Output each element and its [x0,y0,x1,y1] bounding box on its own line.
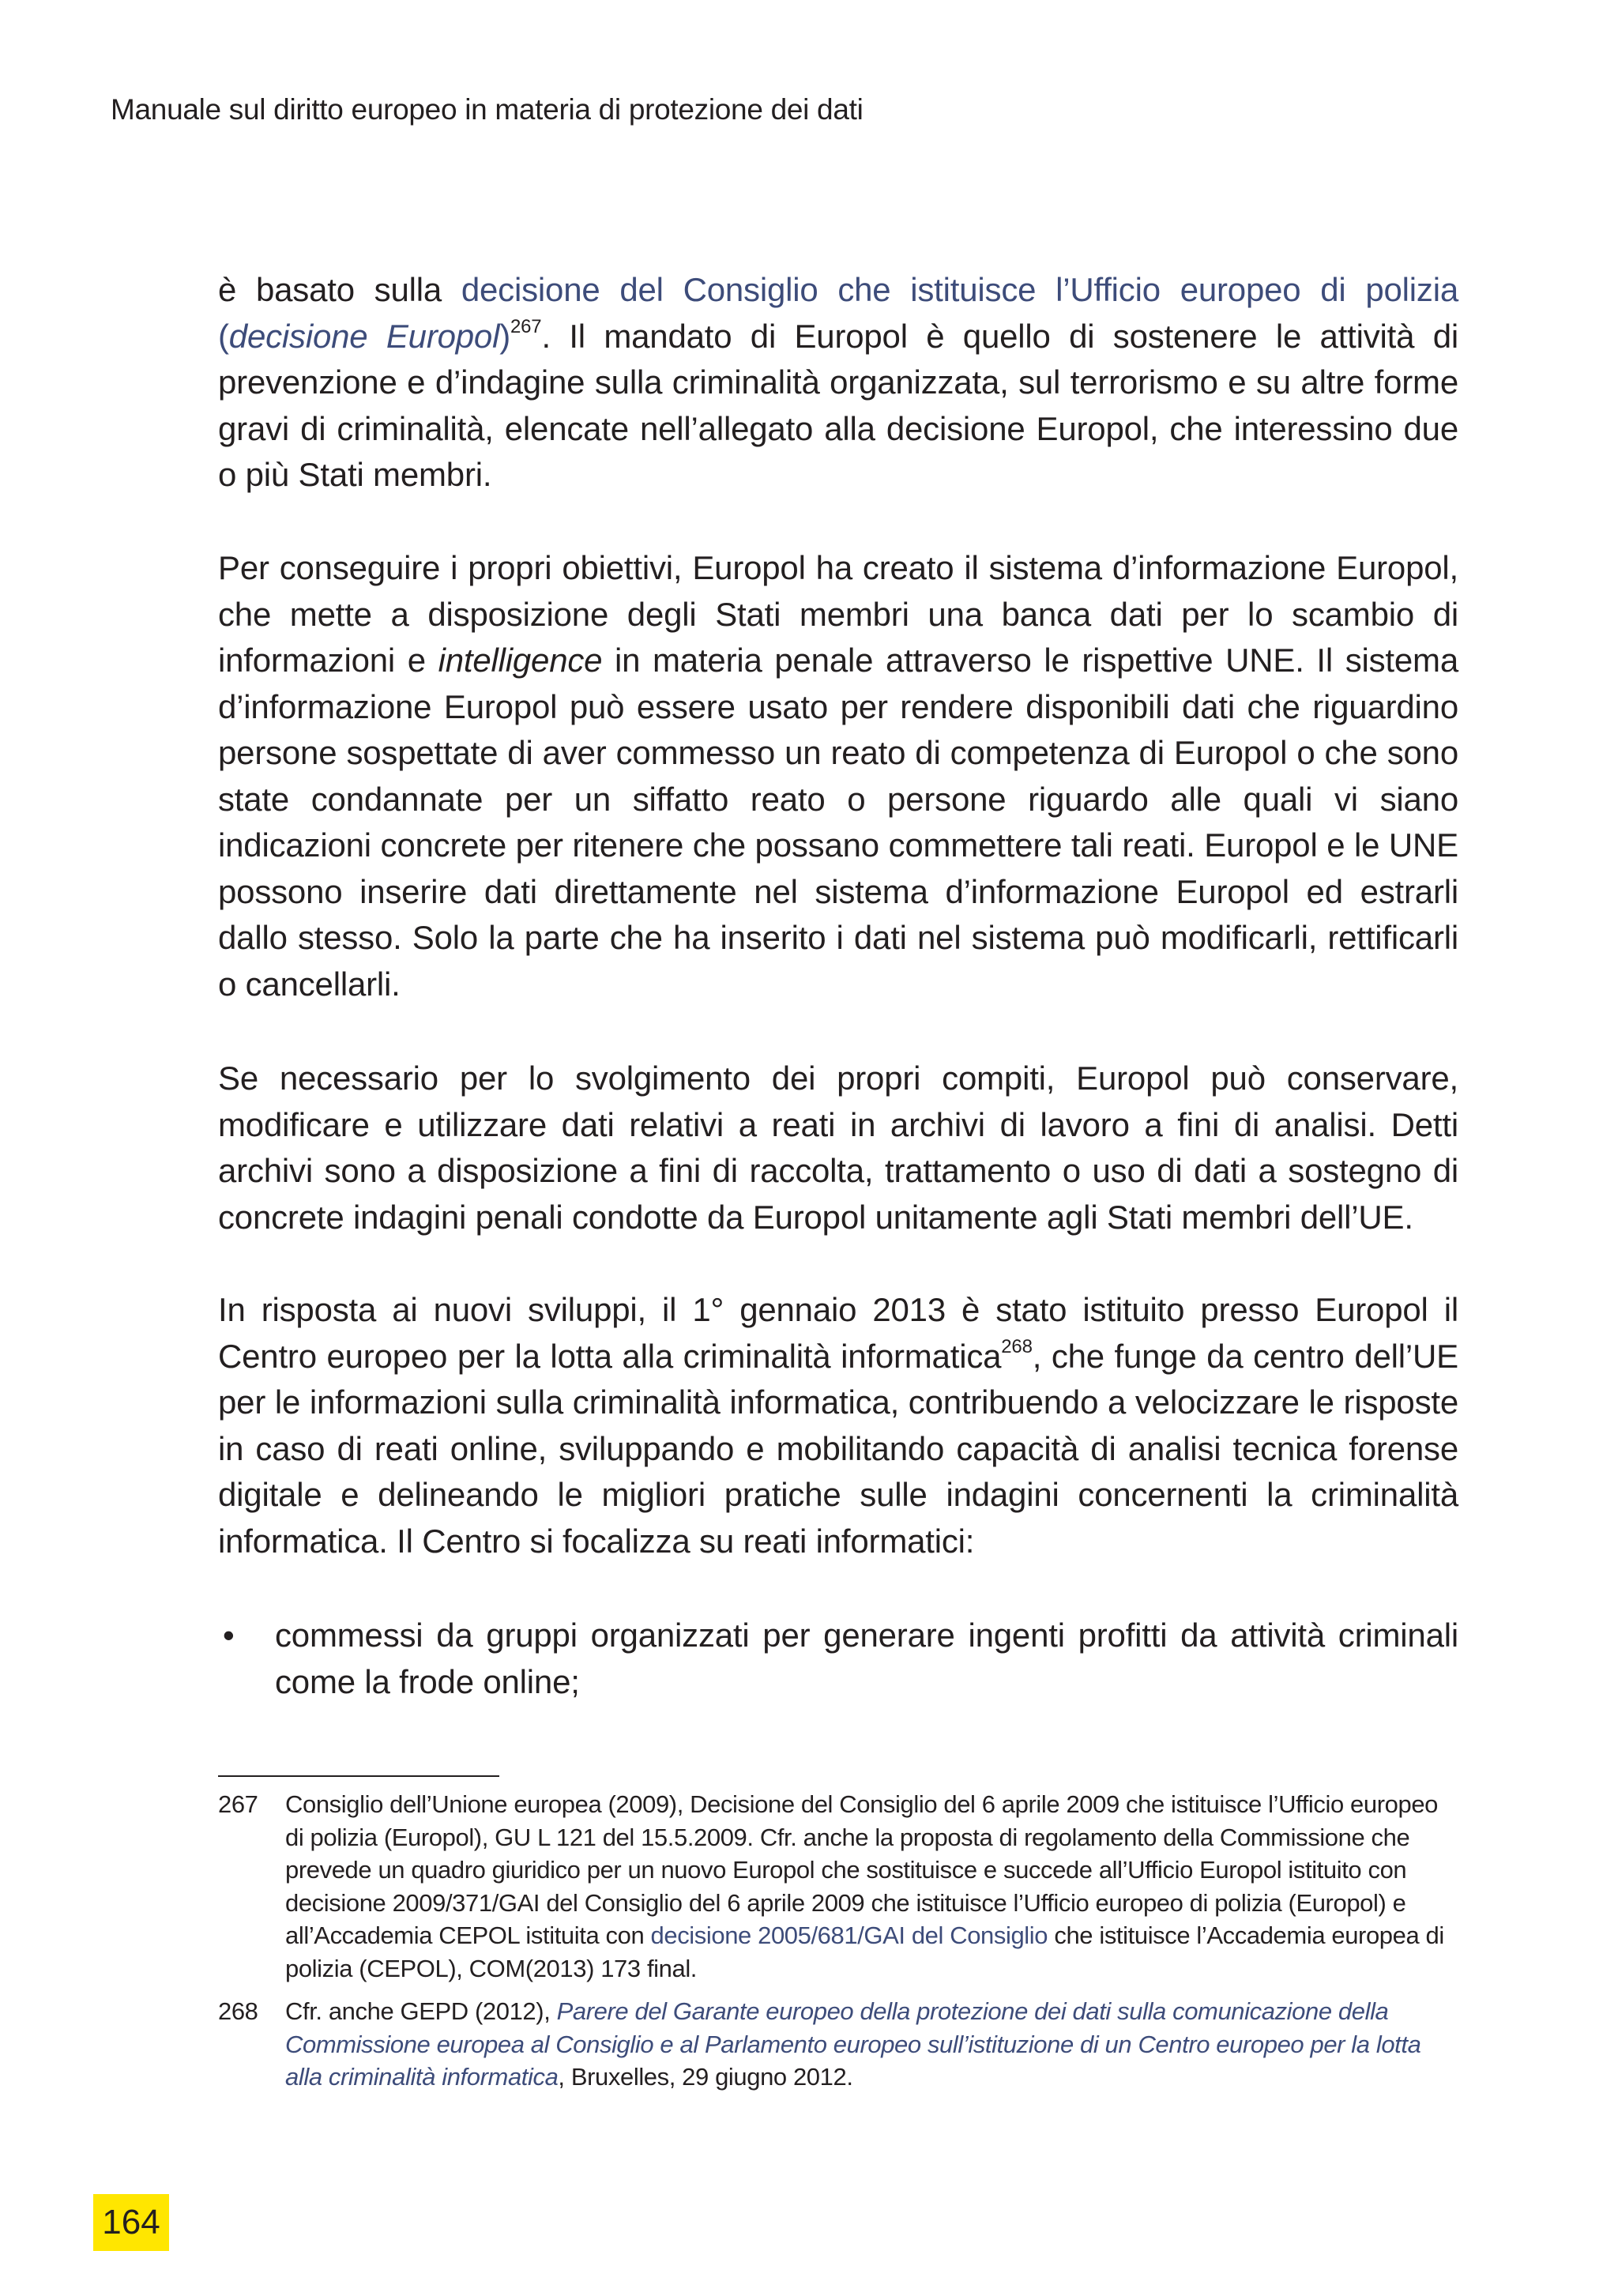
paragraph-4 [218,1287,1458,1564]
paragraph-1 [218,267,1458,499]
footnote-268 [218,1995,1458,2094]
paragraph-3-text: Se necessario per lo svolgimento dei propri compiti, Europol può conservare, modificare e utilizzare dati relativi a reati in archivi di lavoro a fini di analisi. Detti archivi sono a disposizione a fini di raccolta, trattamento o uso di dati a sostegno di concrete indagini penali condotte da Europol unitamente agli Stati membri dell’UE. [218,1060,1458,1236]
footnote-ref-268[interactable]: 268 [1001,1335,1033,1357]
paragraph-3 [218,1056,1458,1240]
paragraph-2 [218,545,1458,1007]
footnote-divider [218,1775,499,1777]
footnote-267-text-a: Consiglio dell’Unione europea (2009), Decisione del Consiglio del 6 aprile 2009 che istituisce l’Ufficio europeo di polizia (Europol), GU L 121 del 15.5.2009. Cfr. anche la proposta di regolamento della Commissione che prevede un quadro giuridico per un nuovo Europol che sostituisce e succede all’Ufficio Europol istituito con decisione 2009/371/GAI del Consiglio del 6 aprile 2009 che istituisce l’Ufficio europeo di polizia (Europol) e all’Accademia CEPOL istituita con [285,1790,1439,1949]
footnote-267-text-b: che istituisce l’Accademia europea di polizia (CEPOL), COM(2013) 173 final. [285,1921,1444,1982]
paragraph-4-text-b: , che funge da centro dell’UE per le informazioni sulla criminalità informatica, contribuendo a velocizzare le risposte in caso di reati online, sviluppando e mobilitando capacità di analisi tecnica forense digitale e delineando le migliori pratiche sulle indagini concernenti la criminalità informatica. Il Centro si focalizza su reati informatici: [218,1337,1458,1560]
footnote-267 [218,1788,1458,1985]
bullet-item [218,1613,1458,1705]
footnote-ref-267[interactable]: 267 [510,315,542,337]
footnote-number: 267 [218,1790,258,1818]
europol-decision-link-close: ) [499,317,511,355]
footnote-268-text-b: , Bruxelles, 29 giugno 2012. [558,2063,853,2091]
europol-decision-link-italic: decisione Europol [228,317,500,355]
edps-opinion-link[interactable]: Parere del Garante europeo della protezione dei dati sulla comunicazione della Commissione europea al Consiglio e al Parlamento europeo sull’istituzione di un Centro europeo per la lotta alla criminalità informatica [285,1997,1421,2091]
page-number: 164 [93,2194,169,2251]
footnote-number: 268 [218,1997,258,2025]
bullet-mark: • [223,1617,235,1654]
europol-decision-link-text: decisione del Consiglio che istituisce l’Ufficio europeo di polizia ( [218,271,1458,355]
cepol-decision-link[interactable]: decisione 2005/681/GAI del Consiglio [650,1921,1048,1949]
footnote-268-text-a: Cfr. anche GEPD (2012), [285,1997,557,2025]
running-header: Manuale sul diritto europeo in materia di protezione dei dati [111,93,864,126]
paragraph-1-text-b: . Il mandato di Europol è quello di sostenere le attività di prevenzione e d’indagine sulla criminalità organizzata, sul terrorismo e su altre forme gravi di criminalità, elencate nell’allegato alla decisione Europol, che interessino due o più Stati membri. [218,317,1458,493]
paragraph-2-italic: intelligence [438,642,603,679]
bullet-text: commessi da gruppi organizzati per generare ingenti profitti da attività criminali come la frode online; [275,1617,1458,1700]
paragraph-4-text-a: In risposta ai nuovi sviluppi, il 1° gennaio 2013 è stato istituito presso Europol il Centro europeo per la lotta alla criminalità informatica [218,1291,1458,1375]
paragraph-2-text-b: in materia penale attraverso le rispettive UNE. Il sistema d’informazione Europol può essere usato per rendere disponibili dati che riguardino persone sospettate di aver commesso un reato di competenza di Europol o che sono state condannate per un siffatto reato o persone riguardo alle quali vi siano indicazioni concrete per ritenere che possano commettere tali reati. Europol e le UNE possono inserire dati direttamente nel sistema d’informazione Europol ed estrarli dallo stesso. Solo la parte che ha inserito i dati nel sistema può modificarli, rettificarli o cancellarli. [218,642,1458,1003]
paragraph-2-text-a: Per conseguire i propri obiettivi, Europol ha creato il sistema d’informazione Europol, che mette a disposizione degli Stati membri una banca dati per lo scambio di informazioni e [218,549,1458,679]
paragraph-1-text-a: è basato sulla [218,271,461,308]
